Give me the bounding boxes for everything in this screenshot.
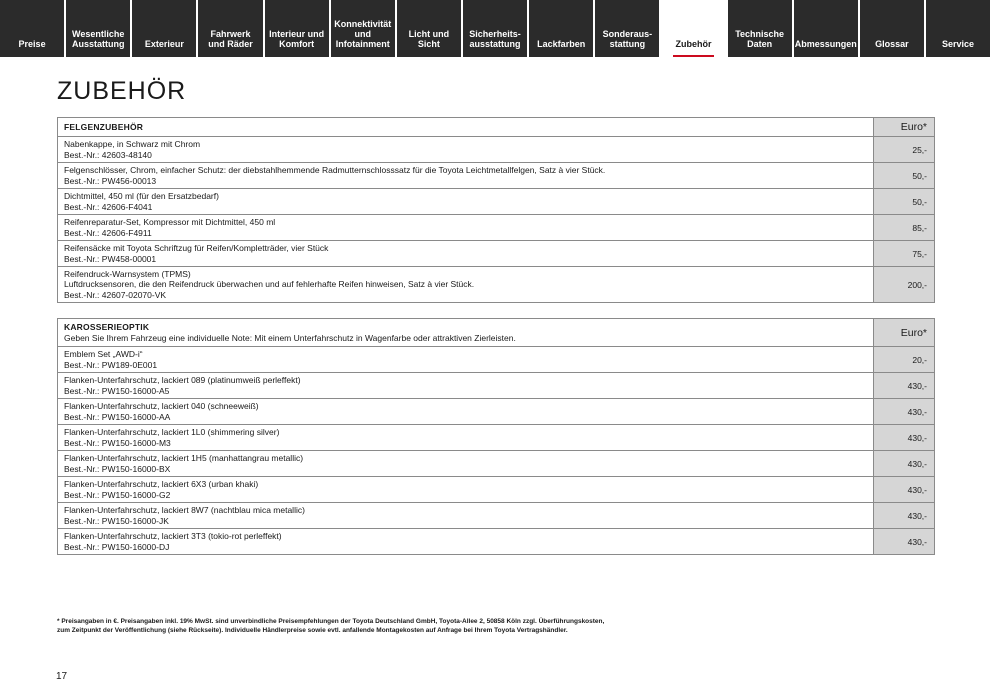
- tab-sonderausstattung[interactable]: Sonderaus- stattung: [595, 0, 659, 57]
- item-detail: Luftdrucksensoren, die den Reifendruck überwachen und auf fehlerhafte Reifen hinweisen, Satz à vier Stück.: [64, 279, 475, 290]
- tab-zubehoer[interactable]: Zubehör: [661, 0, 725, 57]
- item-detail: für Reifen/Kompletträder, vier Stück: [191, 243, 329, 253]
- tab-service[interactable]: Service: [926, 0, 990, 57]
- item-price: 25,-: [874, 137, 935, 163]
- tab-fahrwerk-und-raeder[interactable]: Fahrwerk und Räder: [198, 0, 262, 57]
- tab-exterieur[interactable]: Exterieur: [132, 0, 196, 57]
- tab-konnektivitaet-und-infotainment[interactable]: Konnektivität und Infotainment: [331, 0, 395, 57]
- item-name: Felgenschlösser, Chrom,: [64, 165, 159, 175]
- section-header: [58, 319, 874, 347]
- item-name: Reifensäcke mit Toyota Schriftzug: [64, 243, 192, 253]
- item-price: 200,-: [874, 267, 935, 303]
- item-detail: Kompressor mit Dichtmittel, 450 ml: [141, 217, 276, 227]
- item-number: Best.-Nr.: PW150-16000-JK: [64, 515, 169, 526]
- felgenzubehoer-table: [57, 117, 935, 303]
- section-title: KAROSSERIEOPTIK: [64, 322, 150, 332]
- item-name: Flanken-Unterfahrschutz, lackiert 040 (schneeweiß): [64, 401, 259, 411]
- price-column-header: Euro*: [874, 319, 935, 347]
- item-number: Best.-Nr.: PW456-00013: [64, 175, 157, 186]
- item-number: Best.-Nr.: PW150-16000-AA: [64, 411, 171, 422]
- item-number: Best.-Nr.: 42606-F4041: [64, 201, 153, 212]
- item-price: 20,-: [874, 347, 935, 373]
- table-row: [58, 451, 935, 477]
- section-title: FELGENZUBEHÖR: [64, 121, 144, 132]
- tab-lackfarben[interactable]: Lackfarben: [529, 0, 593, 57]
- tab-abmessungen[interactable]: Abmessungen: [794, 0, 858, 57]
- item-price: 430,-: [874, 399, 935, 425]
- table-row: [58, 241, 935, 267]
- item-price: 75,-: [874, 241, 935, 267]
- item-price: 430,-: [874, 451, 935, 477]
- item-number: Best.-Nr.: PW150-16000-DJ: [64, 541, 170, 552]
- table-header-row: [58, 319, 935, 347]
- item-price: 430,-: [874, 503, 935, 529]
- item-name: Reifenreparatur-Set,: [64, 217, 142, 227]
- karosserieoptik-table: [57, 318, 935, 555]
- top-navigation: [0, 0, 990, 57]
- item-price: 50,-: [874, 163, 935, 189]
- tab-glossar[interactable]: Glossar: [860, 0, 924, 57]
- tab-technische-daten[interactable]: Technische Daten: [728, 0, 792, 57]
- item-number: Best.-Nr.: PW150-16000-BX: [64, 463, 171, 474]
- tab-wesentliche-ausstattung[interactable]: Wesentliche Ausstattung: [66, 0, 130, 57]
- item-name: Flanken-Unterfahrschutz, lackiert 8W7 (nachtblau mica metallic): [64, 505, 305, 515]
- item-number: Best.-Nr.: PW150-16000-M3: [64, 437, 171, 448]
- item-price: 85,-: [874, 215, 935, 241]
- item-name: Flanken-Unterfahrschutz, lackiert 089 (platinumweiß perleffekt): [64, 375, 301, 385]
- tab-licht-und-sicht[interactable]: Licht und Sicht: [397, 0, 461, 57]
- tab-interieur-und-komfort[interactable]: Interieur und Komfort: [265, 0, 329, 57]
- item-detail: einfacher Schutz: der diebstahlhemmende Radmutternschlosssatz für die Toyota Leichtmetallfelgen, Satz à vier Stück.: [158, 165, 606, 175]
- item-name: Emblem Set „AWD-i“: [64, 349, 143, 359]
- item-name: Nabenkappe, in Schwarz mit Chrom: [64, 139, 201, 149]
- tab-sicherheitsausstattung[interactable]: Sicherheits- ausstattung: [463, 0, 527, 57]
- item-name: Flanken-Unterfahrschutz, lackiert 1H5 (manhattangrau metallic): [64, 453, 304, 463]
- table-row: [58, 189, 935, 215]
- table-header-row: [58, 118, 935, 137]
- item-name: Dichtmittel, 450 ml: [64, 191, 134, 201]
- table-row: [58, 425, 935, 451]
- item-detail: (für den Ersatzbedarf): [133, 191, 219, 201]
- page-title: ZUBEHÖR: [57, 77, 187, 105]
- item-number: Best.-Nr.: PW458-00001: [64, 253, 157, 264]
- item-price: 430,-: [874, 373, 935, 399]
- item-number: Best.-Nr.: 42607-02070-VK: [64, 289, 167, 300]
- item-number: Best.-Nr.: 42606-F4911: [64, 227, 152, 238]
- section-header: [58, 118, 874, 137]
- item-price: 50,-: [874, 189, 935, 215]
- item-name: Flanken-Unterfahrschutz, lackiert 3T3 (tokio-rot perleffekt): [64, 531, 282, 541]
- item-price: 430,-: [874, 477, 935, 503]
- table-row: [58, 503, 935, 529]
- table-row: [58, 347, 935, 373]
- table-row: [58, 399, 935, 425]
- section-subtitle: Geben Sie Ihrem Fahrzeug eine individuelle Note: Mit einem Unterfahrschutz in Wagenfarbe oder attraktiven Zierleisten.: [64, 332, 516, 343]
- table-row: [58, 215, 935, 241]
- table-row: [58, 529, 935, 555]
- item-number: Best.-Nr.: 42603-48140: [64, 149, 152, 160]
- table-row: [58, 477, 935, 503]
- item-price: 430,-: [874, 425, 935, 451]
- item-name: Flanken-Unterfahrschutz, lackiert 6X3 (urban khaki): [64, 479, 259, 489]
- table-row: [58, 267, 935, 303]
- table-row: [58, 163, 935, 189]
- item-price: 430,-: [874, 529, 935, 555]
- item-number: Best.-Nr.: PW150-16000-A5: [64, 385, 170, 396]
- item-number: Best.-Nr.: PW189-0E001: [64, 359, 158, 370]
- item-name: Flanken-Unterfahrschutz, lackiert 1L0 (shimmering silver): [64, 427, 280, 437]
- table-row: [58, 137, 935, 163]
- table-row: [58, 373, 935, 399]
- tab-preise[interactable]: Preise: [0, 0, 64, 57]
- page-number: 17: [56, 671, 68, 682]
- item-number: Best.-Nr.: PW150-16000-G2: [64, 489, 171, 500]
- price-column-header: Euro*: [874, 118, 935, 137]
- item-name: Reifendruck-Warnsystem (TPMS): [64, 268, 191, 279]
- price-footnote: * Preisangaben in €. Preisangaben inkl. 19% MwSt. sind unverbindliche Preisempfehlungen der Toyota Deutschland GmbH, Toyota-Allee 2, 50858 Köln zzgl. Überführungskosten, zum Zeitpunkt der Veröffentlichung (siehe Rückseite). Individuelle Händlerpreise sowie evtl. anfallende Montagekosten auf Anfrage bei Ihrem Toyota Vertragshändler.: [57, 618, 605, 634]
